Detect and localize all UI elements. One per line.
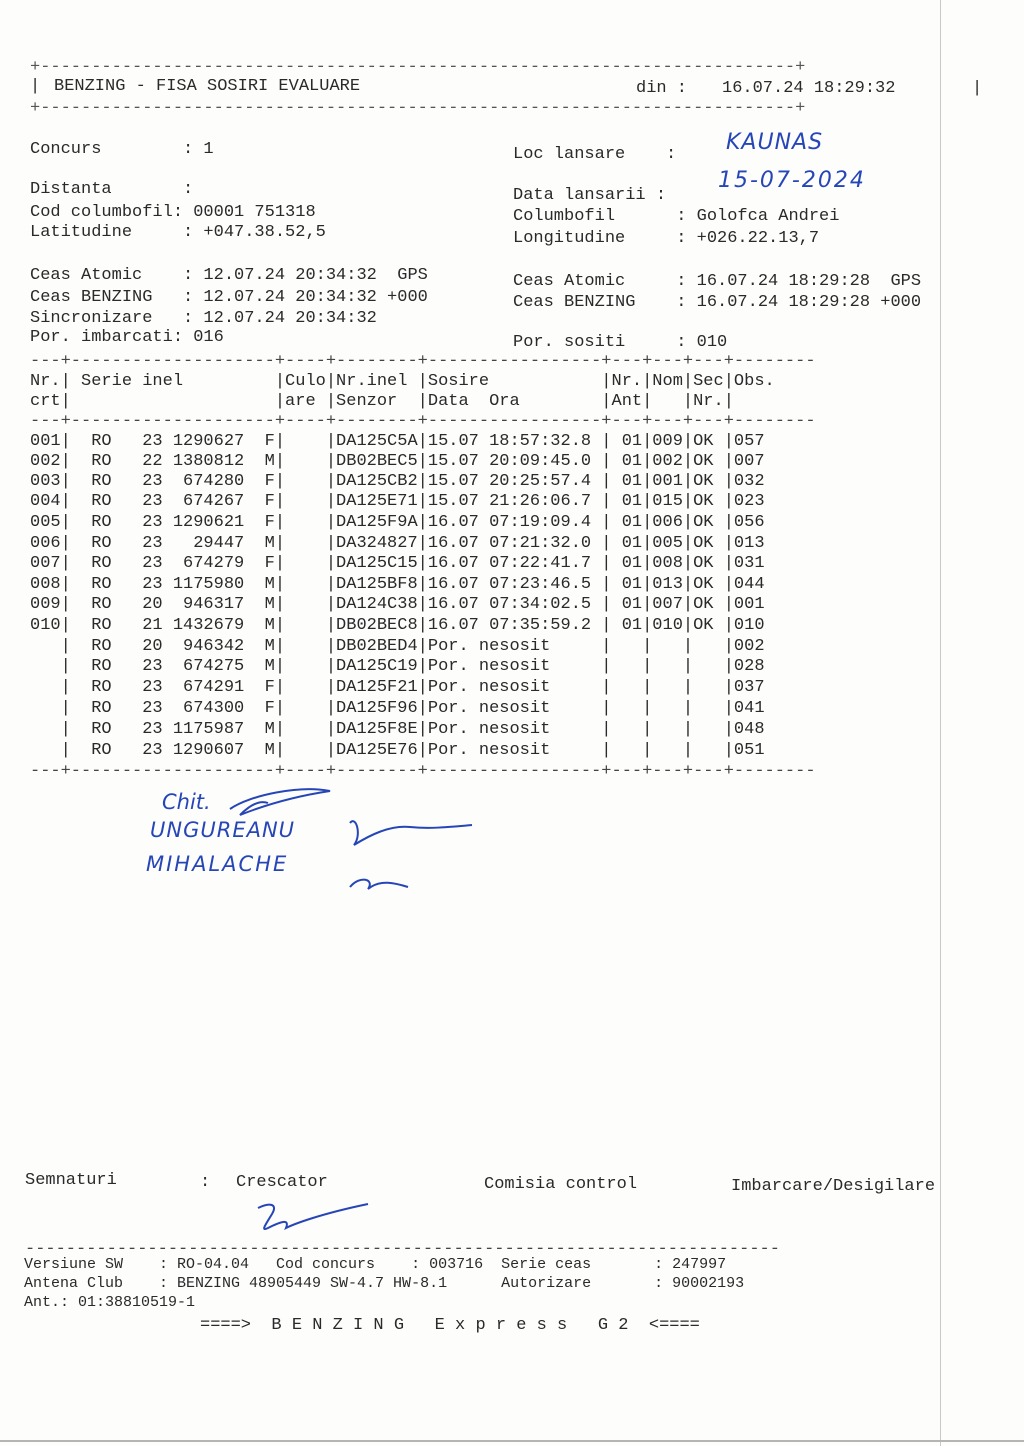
info-right-line-5: Longitudine : +026.22.13,7 — [513, 229, 820, 248]
table-row: 008| RO 23 1175980 M| |DA125BF8|16.07 07:23:46.5 | 01|013|OK |044 — [30, 575, 765, 594]
footer-line-3: Ant.: 01:38810519-1 — [24, 1294, 196, 1311]
info-left-line-3: Distanta : — [30, 180, 194, 199]
info-left-line-4: Cod columbofil: 00001 751318 — [30, 203, 316, 222]
table-row: 004| RO 23 674267 F| |DA125E71|15.07 21:26:06.7 | 01|015|OK |023 — [30, 492, 765, 511]
signatures-colon: : — [200, 1173, 211, 1192]
handwritten-signatures-icon — [150, 775, 490, 915]
table-border-bottom: ---+--------------------+----+--------+-----------------+---+---+---+-------- — [30, 762, 816, 781]
table-row: 003| RO 23 674280 F| |DA125CB2|15.07 20:25:57.4 | 01|001|OK |032 — [30, 472, 765, 491]
table-row: 001| RO 23 1290627 F| |DA125C5A|15.07 18:57:32.8 | 01|009|OK |057 — [30, 432, 765, 451]
page-bottom-edge — [0, 1440, 1024, 1442]
header-border-bottom: +--------------------------------------------------------------------------+ — [30, 99, 806, 118]
table-border-top: ---+--------------------+----+--------+-----------------+---+---+---+-------- — [30, 352, 816, 371]
info-right-line-8: Ceas BENZING : 16.07.24 18:29:28 +000 — [513, 293, 922, 312]
signatures-rule: -------------------------------------------------------------------------- — [25, 1240, 780, 1259]
info-left-line-8: Ceas BENZING : 12.07.24 20:34:32 +000 — [30, 288, 428, 307]
table-row: | RO 23 674291 F| |DA125F21|Por. nesosit | | | |037 — [30, 678, 765, 697]
footer-brand: ====> B E N Z I N G E x p r e s s G 2 <==== — [200, 1316, 700, 1335]
table-row: 007| RO 23 674279 F| |DA125C15|16.07 07:22:41.7 | 01|008|OK |031 — [30, 554, 765, 573]
table-row: | RO 23 674300 F| |DA125F96|Por. nesosit | | | |041 — [30, 699, 765, 718]
table-row: 005| RO 23 1290621 F| |DA125F9A|16.07 07:19:09.4 | 01|006|OK |056 — [30, 513, 765, 532]
signature-crescator-label: Crescator — [236, 1173, 328, 1192]
table-header-rule: ---+--------------------+----+--------+-----------------+---+---+---+-------- — [30, 412, 816, 431]
document-title: BENZING - FISA SOSIRI EVALUARE — [54, 77, 361, 96]
table-row: | RO 23 1290607 M| |DA125E76|Por. nesosit | | | |051 — [30, 741, 765, 760]
info-right-line-3: Data lansarii : — [513, 186, 667, 205]
info-right-line-4: Columbofil : Golofca Andrei — [513, 207, 840, 226]
fold-line — [940, 0, 941, 1446]
table-row: | RO 23 1175987 M| |DA125F8E|Por. nesosit | | | |048 — [30, 720, 765, 739]
info-left-line-9: Sincronizare : 12.07.24 20:34:32 — [30, 309, 377, 328]
handwritten-note-1: Chit. — [162, 790, 211, 814]
footer-line-2: Antena Club : BENZING 48905449 SW-4.7 HW-8.1 Autorizare : 90002193 — [24, 1275, 745, 1292]
table-header-row-1: Nr.| Serie inel |Culo|Nr.inel |Sosire |Nr.|Nom|Sec|Obs. — [30, 372, 775, 391]
info-right-line-7: Ceas Atomic : 16.07.24 18:29:28 GPS — [513, 272, 922, 291]
table-row: 010| RO 21 1432679 M| |DB02BEC8|16.07 07:35:59.2 | 01|010|OK |010 — [30, 616, 765, 635]
date-label: din : — [636, 79, 688, 98]
info-left-line-5: Latitudine : +047.38.52,5 — [30, 223, 326, 242]
info-left-line-10: Por. imbarcati: 016 — [30, 328, 224, 347]
table-header-row-2: crt| |are |Senzor |Data Ora |Ant| |Nr.| — [30, 392, 734, 411]
info-right-line-10: Por. sositi : 010 — [513, 333, 728, 352]
header-left-bar: | — [30, 77, 41, 96]
table-row: 006| RO 23 29447 M| |DA324827|16.07 07:21:32.0 | 01|005|OK |013 — [30, 534, 765, 553]
footer-line-1: Versiune SW : RO-04.04 Cod concurs : 003716 Serie ceas : 247997 — [24, 1256, 727, 1273]
handwritten-note-2: UNGUREANU — [150, 818, 296, 842]
table-row: | RO 23 674275 M| |DA125C19|Por. nesosit | | | |028 — [30, 657, 765, 676]
table-row: 002| RO 22 1380812 M| |DB02BEC5|15.07 20:09:45.0 | 01|002|OK |007 — [30, 452, 765, 471]
signatures-label: Semnaturi — [25, 1171, 117, 1190]
signature-comisia-label: Comisia control — [484, 1175, 638, 1194]
handwritten-date: 15-07-2024 — [718, 168, 866, 193]
header-border-top: +--------------------------------------------------------------------------+ — [30, 58, 806, 77]
handwritten-note-3: MIHALACHE — [146, 852, 289, 876]
signature-imbarcare-label: Imbarcare/Desigilare — [731, 1177, 936, 1196]
info-left-line-7: Ceas Atomic : 12.07.24 20:34:32 GPS — [30, 266, 428, 285]
print-date: 16.07.24 18:29:32 — [722, 79, 896, 98]
table-row: 009| RO 20 946317 M| |DA124C38|16.07 07:34:02.5 | 01|007|OK |001 — [30, 595, 765, 614]
table-row: | RO 20 946342 M| |DB02BED4|Por. nesosit | | | |002 — [30, 637, 765, 656]
handwritten-loc: KAUNAS — [726, 130, 824, 155]
info-left-line-1: Concurs : 1 — [30, 140, 214, 159]
info-right-line-1: Loc lansare : — [513, 145, 677, 164]
header-right-bar: | — [972, 79, 983, 98]
